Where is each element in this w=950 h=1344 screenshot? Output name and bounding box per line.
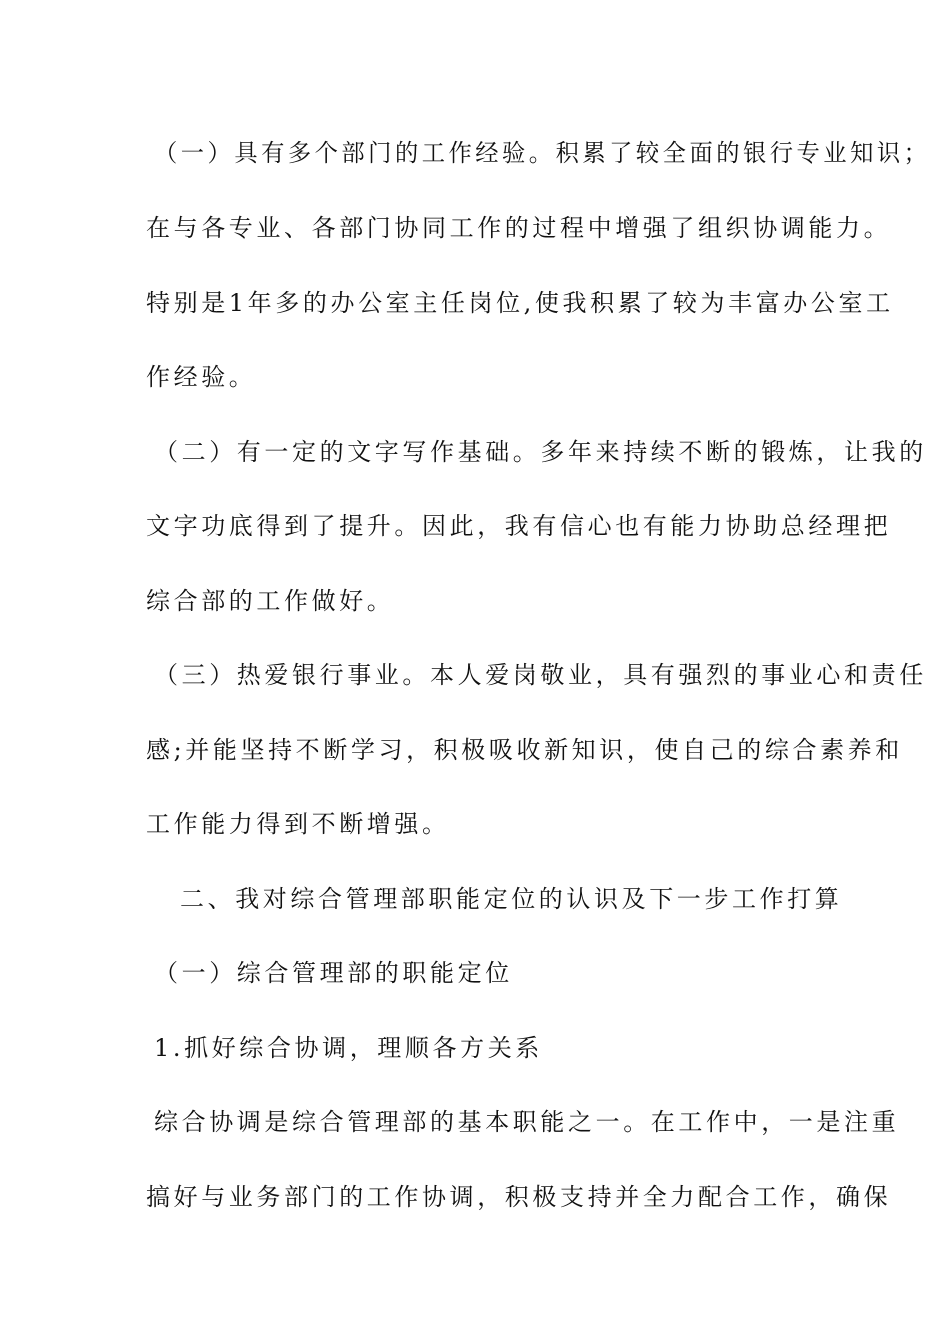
paragraph-3-line-2: 感;并能坚持不断学习，积极吸收新知识，使自己的综合素养和	[146, 736, 903, 764]
paragraph-1-line-3: 特别是1年多的办公室主任岗位,使我积累了较为丰富办公室工	[146, 289, 894, 317]
subsection-heading: （一）综合管理部的职能定位	[154, 959, 513, 987]
paragraph-3-line-1: （三）热爱银行事业。本人爱岗敬业，具有强烈的事业心和责任	[154, 661, 927, 689]
item-heading: 1.抓好综合协调，理顺各方关系	[154, 1034, 543, 1062]
paragraph-4-line-1: 综合协调是综合管理部的基本职能之一。在工作中，一是注重	[154, 1108, 900, 1136]
paragraph-1-line-1: （一）具有多个部门的工作经验。积累了较全面的银行专业知识；	[154, 139, 931, 167]
paragraph-4-line-2: 搞好与业务部门的工作协调，积极支持并全力配合工作，确保	[146, 1183, 892, 1211]
paragraph-1-line-4: 作经验。	[146, 363, 257, 391]
paragraph-2-line-3: 综合部的工作做好。	[146, 587, 395, 615]
section-heading: 二、我对综合管理部职能定位的认识及下一步工作打算	[180, 885, 843, 913]
paragraph-3-line-3: 工作能力得到不断增强。	[146, 810, 450, 838]
paragraph-2-line-2: 文字功底得到了提升。因此，我有信心也有能力协助总经理把	[146, 512, 892, 540]
paragraph-1-line-2: 在与各专业、各部门协同工作的过程中增强了组织协调能力。	[146, 214, 892, 242]
paragraph-2-line-1: （二）有一定的文字写作基础。多年来持续不断的锻炼，让我的	[154, 438, 927, 466]
